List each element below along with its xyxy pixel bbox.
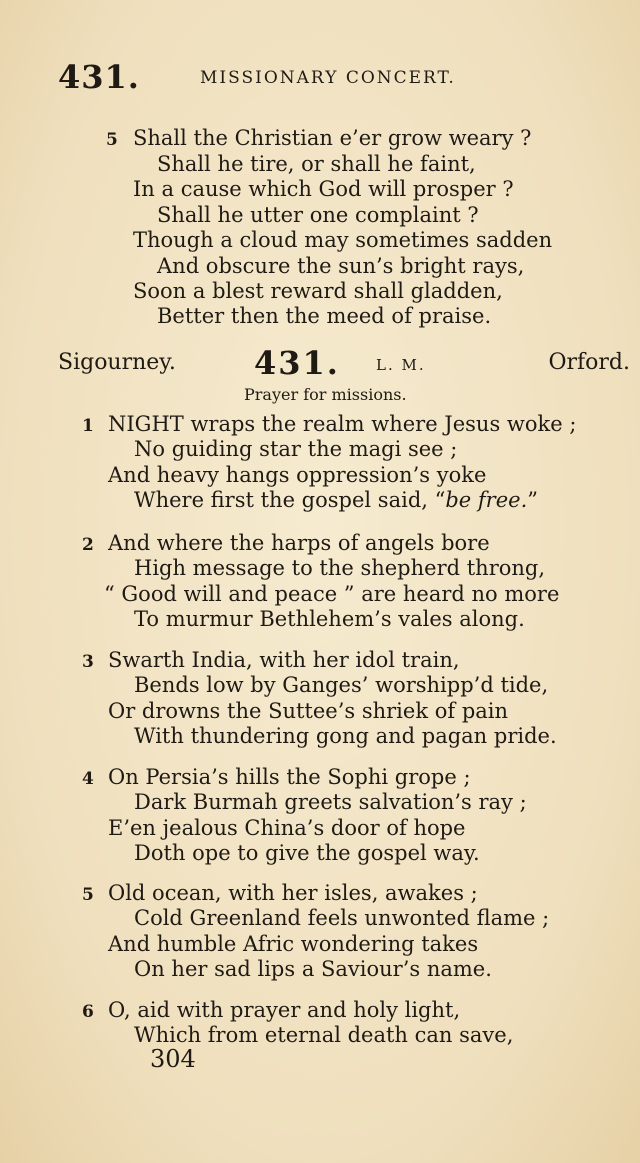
stanza-number: 3 bbox=[82, 652, 94, 672]
verse-line: “ Good will and peace ” are heard no more bbox=[104, 582, 560, 606]
hymn-subtitle: Prayer for missions. bbox=[244, 385, 407, 404]
verse-line: Dark Burmah greets salvation’s ray ; bbox=[134, 790, 527, 814]
verse-line: Or drowns the Suttee’s shriek of pain bbox=[108, 699, 509, 723]
verse-text: Where first the gospel said, “ bbox=[134, 488, 446, 512]
verse-line: Shall he tire, or shall he faint, bbox=[157, 152, 476, 176]
verse-line: And humble Afric wondering takes bbox=[108, 932, 479, 956]
verse-line: And where the harps of angels bore bbox=[108, 531, 490, 555]
verse-line: Soon a blest reward shall gladden, bbox=[133, 279, 503, 303]
verse-line: Where first the gospel said, “be free.” bbox=[134, 488, 538, 512]
verse-line: Swarth India, with her idol train, bbox=[108, 648, 460, 672]
verse-line: Cold Greenland feels unwonted flame ; bbox=[134, 906, 550, 930]
verse-line: E’en jealous China’s door of hope bbox=[108, 816, 466, 840]
running-head: MISSIONARY CONCERT. bbox=[200, 68, 456, 88]
verse-line: With thundering gong and pagan pride. bbox=[134, 724, 557, 748]
verse-line: Old ocean, with her isles, awakes ; bbox=[108, 881, 478, 905]
verse-line: And obscure the sun’s bright rays, bbox=[157, 254, 525, 278]
stanza-number: 1 bbox=[82, 416, 94, 436]
verse-line: To murmur Bethlehem’s vales along. bbox=[134, 607, 525, 631]
verse-line: Which from eternal death can save, bbox=[134, 1023, 514, 1047]
emphasis-text: be free. bbox=[445, 488, 528, 512]
hymn-meter: L. M. bbox=[376, 356, 426, 374]
hymn-number: 431. bbox=[254, 344, 340, 382]
verse-line: Doth ope to give the gospel way. bbox=[134, 841, 480, 865]
verse-line: NIGHT wraps the realm where Jesus woke ; bbox=[108, 412, 577, 436]
page-header bbox=[58, 58, 628, 98]
page-number: 431. bbox=[58, 58, 140, 96]
verse-line: No guiding star the magi see ; bbox=[134, 437, 458, 461]
stanza-number: 4 bbox=[82, 769, 94, 789]
hymn-tune: Orford. bbox=[548, 350, 630, 375]
hymn-heading bbox=[58, 344, 630, 380]
verse-line: Though a cloud may sometimes sadden bbox=[133, 228, 553, 252]
page-folio: 304 bbox=[150, 1045, 196, 1073]
stanza-number: 6 bbox=[82, 1002, 94, 1022]
verse-line: Bends low by Ganges’ worshipp’d tide, bbox=[134, 673, 549, 697]
hymn-author: Sigourney. bbox=[58, 350, 176, 375]
verse-line: On Persia’s hills the Sophi grope ; bbox=[108, 765, 471, 789]
verse-line: High message to the shepherd throng, bbox=[134, 556, 546, 580]
stanza-number: 5 bbox=[82, 885, 94, 905]
verse-line: Shall he utter one complaint ? bbox=[157, 203, 479, 227]
verse-line: And heavy hangs oppression’s yoke bbox=[108, 463, 487, 487]
verse-line: Better then the meed of praise. bbox=[157, 304, 492, 328]
verse-line: O, aid with prayer and holy light, bbox=[108, 998, 461, 1022]
verse-line: On her sad lips a Saviour’s name. bbox=[134, 957, 492, 981]
verse-line: In a cause which God will prosper ? bbox=[133, 177, 514, 201]
stanza-number: 2 bbox=[82, 535, 94, 555]
stanza-number: 5 bbox=[106, 130, 118, 150]
verse-line: Shall the Christian e’er grow weary ? bbox=[133, 126, 532, 150]
